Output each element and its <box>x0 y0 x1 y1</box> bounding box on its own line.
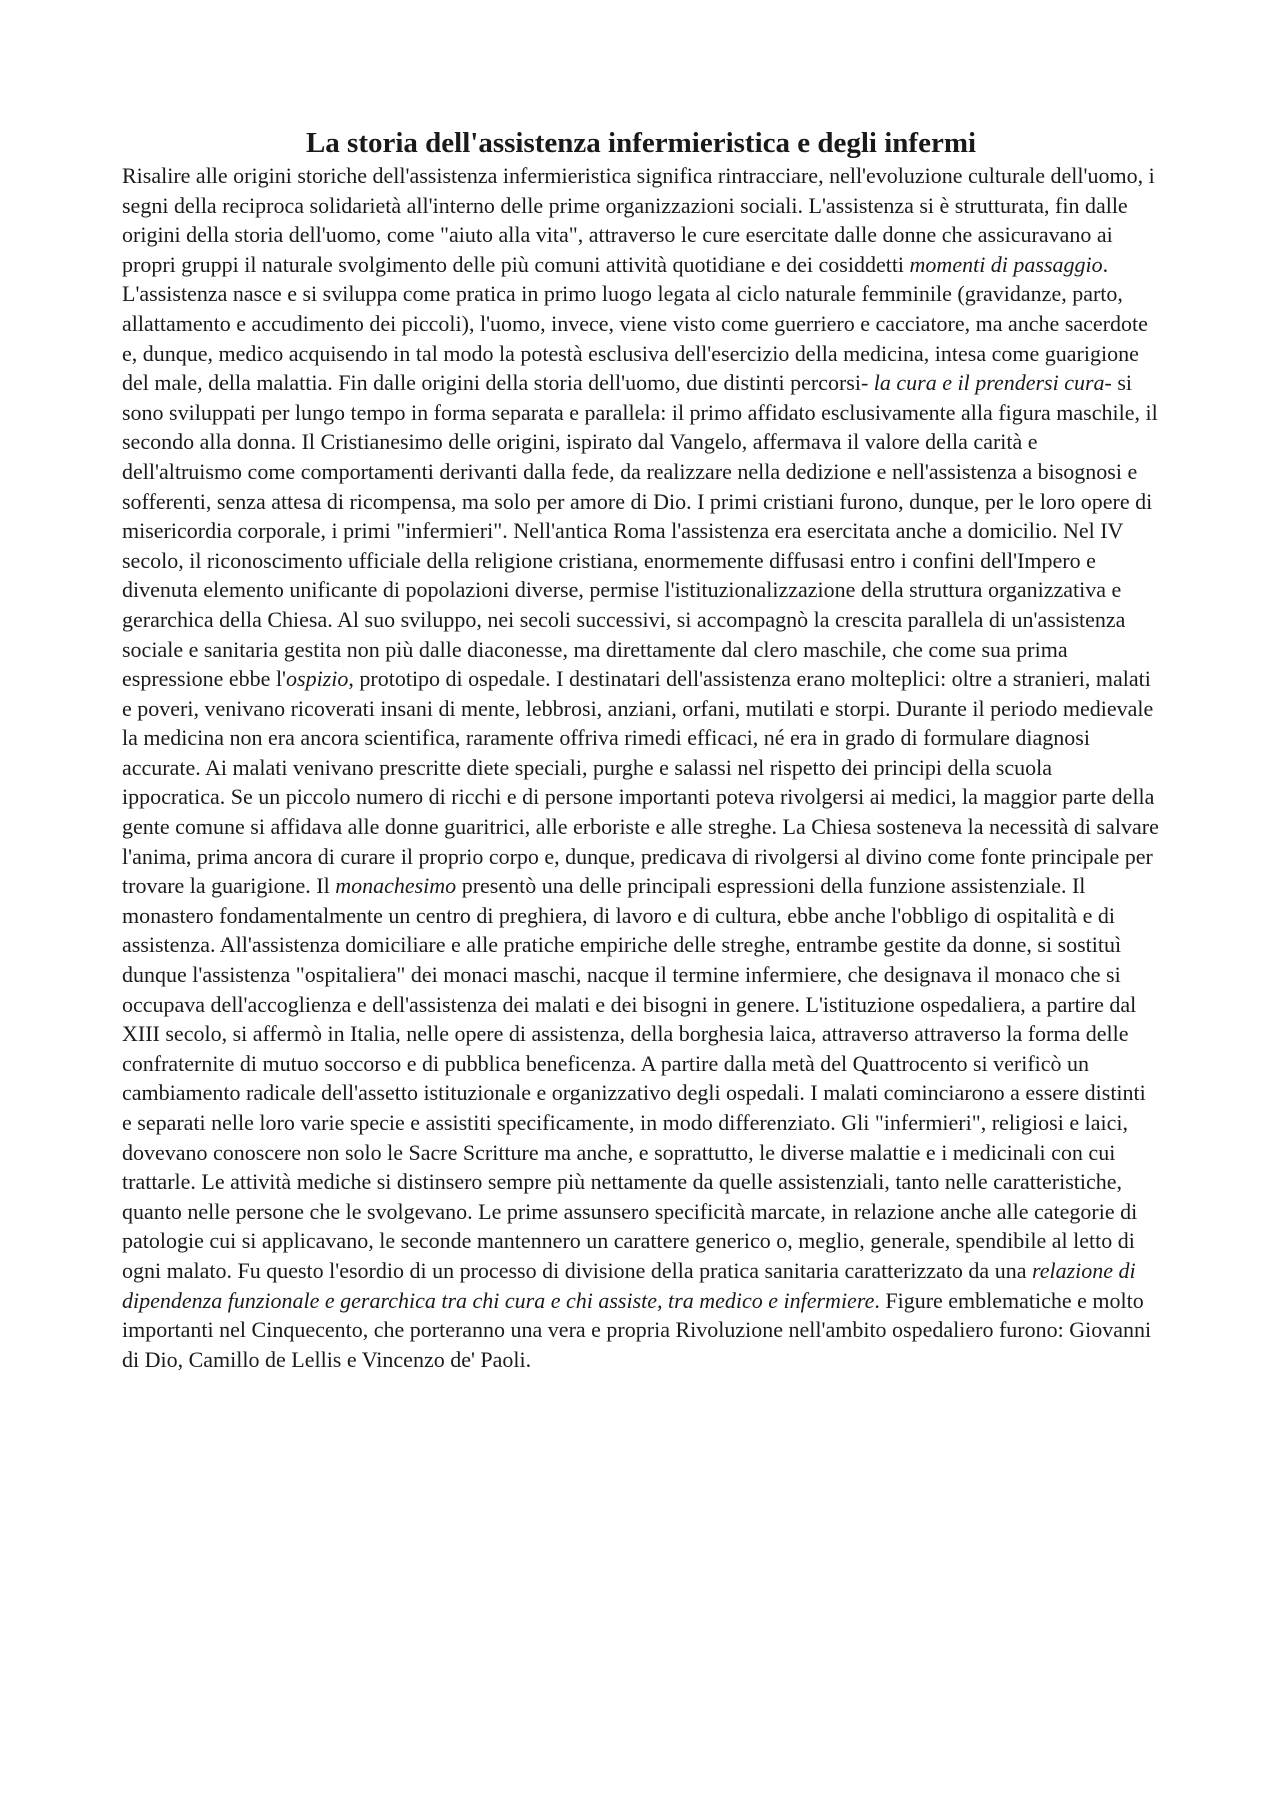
document-title: La storia dell'assistenza infermieristica e degli infermi <box>305 127 977 159</box>
body-paragraph <box>122 161 1160 1374</box>
text-segment: - si sono sviluppati per lungo tempo in forma separata e parallela: il primo affidato esclusivamente alla figura maschile, il secondo alla donna. Il Cristianesimo delle origini, ispirato dal Vangelo, affermava il valore della carità e dell'altruismo come comportamenti derivanti dalla fede, da realizzare nella dedizione e nell'assistenza a bisognosi e sofferenti, senza attesa di ricompensa, ma solo per amore di Dio. I primi cristiani furono, dunque, per le loro opere di misericordia corporale, i primi "infermieri". Nell'antica Roma l'assistenza era esercitata anche a domicilio. Nel IV secolo, il riconoscimento ufficiale della religione cristiana, enormemente diffusasi entro i confini dell'Impero e divenuta elemento unificante di popolazioni diverse, permise l'istituzionalizzazione della struttura organizzativa e gerarchica della Chiesa. Al suo sviluppo, nei secoli successivi, si accompagnò la crescita parallela di un'assistenza sociale e sanitaria gestita non più dalle diaconesse, ma direttamente dal clero maschile, che come sua prima espressione ebbe l' <box>122 370 1158 692</box>
text-segment: . Figure emblematiche e molto importanti nel Cinquecento, che porteranno una vera e propria Rivoluzione nell'ambito ospedaliero furono: Giovanni di Dio, Camillo de Lellis e Vincenzo de' Paoli. <box>122 1287 1152 1372</box>
text-segment: , prototipo di ospedale. I destinatari dell'assistenza erano molteplici: oltre a stranieri, malati e poveri, venivano ricoverati insani di mente, lebbrosi, anziani, orfani, mutilati e storpi. Durante il periodo medievale la medicina non era ancora scientifica, raramente offriva rimedi efficaci, né era in grado di formulare diagnosi accurate. Ai malati venivano prescritte diete speciali, purghe e salassi nel rispetto dei principi della scuola ippocratica. Se un piccolo numero di ricchi e di persone importanti poteva rivolgersi ai medici, la maggior parte della gente comune si affidava alle donne guaritrici, alle erboriste e alle streghe. La Chiesa sosteneva la necessità di salvare l'anima, prima ancora di curare il proprio corpo e, dunque, predicava di rivolgersi al divino come fonte principale per trovare la guarigione. Il <box>122 666 1159 899</box>
text-segment: Risalire alle origini storiche dell'assistenza infermieristica significa rintracciare, nell'evoluzione culturale dell'uomo, i segni della reciproca solidarietà all'interno delle prime organizzazioni sociali. L'assistenza si è strutturata, fin dalle origini della storia dell'uomo, come "aiuto alla vita", attraverso le cure esercitate dalle donne che assicuravano ai propri gruppi il naturale svolgimento delle più comuni attività quotidiane e dei cosiddetti <box>122 163 1155 277</box>
italic-phrase-momenti-di-passaggio: momenti di passaggio <box>909 251 1103 277</box>
italic-phrase-la-cura: la cura e il prendersi cura <box>873 370 1105 396</box>
italic-word-ospizio: ospizio <box>286 666 349 692</box>
text-segment: . L'assistenza nasce e si sviluppa come pratica in primo luogo legata al ciclo naturale femminile (gravidanze, parto, allattamento e accudimento dei piccoli), l'uomo, invece, viene visto come guerriero e cacciatore, ma anche sacerdote e, dunque, medico acquisendo in tal modo la potestà esclusiva dell'esercizio della medicina, intesa come guarigione del male, della malattia. Fin dalle origini della storia dell'uomo, due distinti percorsi- <box>122 251 1148 396</box>
italic-phrase-relazione-di-dipendenza: relazione di dipendenza funzionale e gerarchica tra chi cura e chi assiste, tra medico e infermiere <box>122 1257 1136 1313</box>
text-segment: presentò una delle principali espressioni della funzione assistenziale. Il monastero fondamentalmente un centro di preghiera, di lavoro e di cultura, ebbe anche l'obbligo di ospitalità e di assistenza. All'assistenza domiciliare e alle pratiche empiriche delle streghe, entrambe gestite da donne, si sostituì dunque l'assistenza "ospitaliera" dei monaci maschi, nacque il termine infermiere, che designava il monaco che si occupava dell'accoglienza e dell'assistenza dei malati e dei bisogni in genere. L'istituzione ospedaliera, a partire dal XIII secolo, si affermò in Italia, nelle opere di assistenza, della borghesia laica, attraverso attraverso la forma delle confraternite di mutuo soccorso e di pubblica beneficenza. A partire dalla metà del Quattrocento si verificò un cambiamento radicale dell'assetto istituzionale e organizzativo degli ospedali. I malati cominciarono a essere distinti e separati nelle loro varie specie e assistiti specificamente, in modo differenziato. Gli "infermieri", religiosi e laici, dovevano conoscere non solo le Sacre Scritture ma anche, e soprattutto, le diverse malattie e i medicinali con cui trattarle. Le attività mediche si distinsero sempre più nettamente da quelle assistenziali, tanto nelle caratteristiche, quanto nelle persone che le svolgevano. Le prime assunsero specificità marcate, in relazione anche alle categorie di patologie cui si applicavano, le seconde mantennero un carattere generico o, meglio, generale, spendibile al letto di ogni malato. Fu questo l'esordio di un processo di divisione della pratica sanitaria caratterizzato da una <box>122 873 1146 1283</box>
italic-word-monachesimo: monachesimo <box>335 873 457 899</box>
document-content <box>122 125 1160 1374</box>
